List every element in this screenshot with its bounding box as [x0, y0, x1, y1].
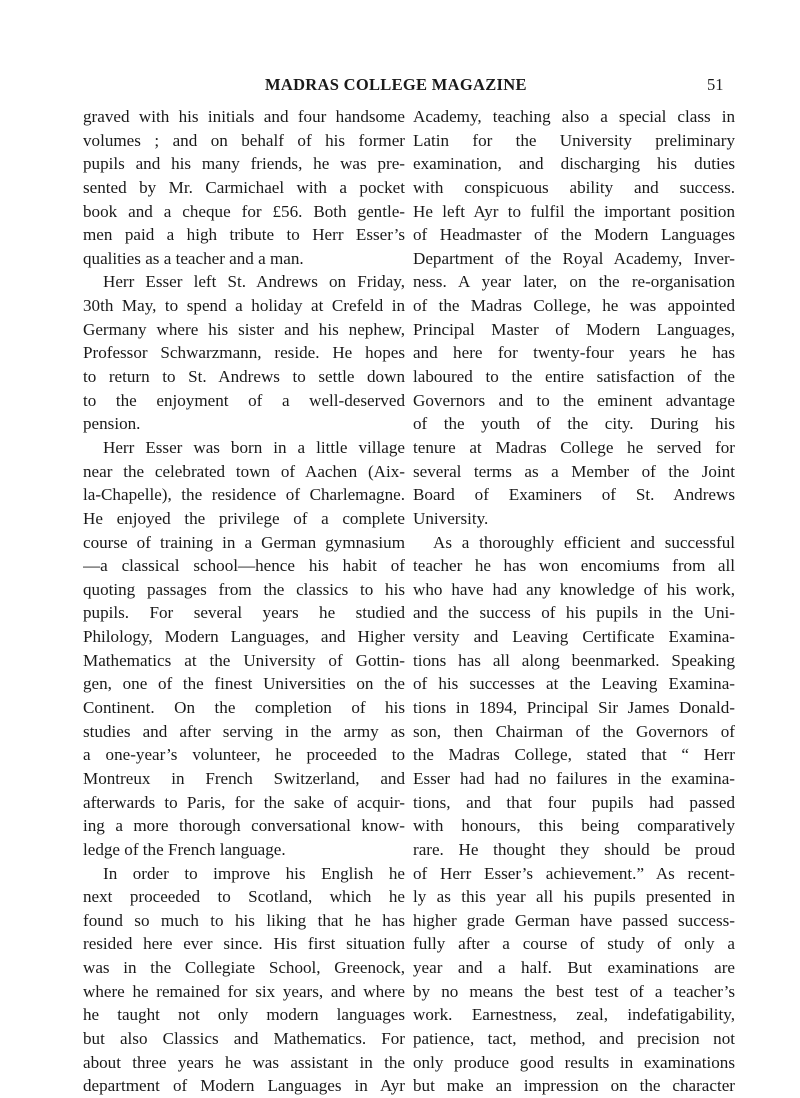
text-line: studies and after serving in the army as	[83, 721, 405, 741]
text-line: Herr Esser left St. Andrews on Friday,	[103, 272, 405, 292]
text-line: higher grade German have passed success-	[413, 910, 735, 930]
text-line: laboured to the entire satisfaction of the	[413, 367, 735, 387]
text-line: tions in 1894, Principal Sir James Donald-	[413, 698, 735, 718]
text-line: several terms as a Member of the Joint	[413, 461, 735, 481]
text-line: with conspicuous ability and success.	[413, 177, 735, 197]
text-line: 30th May, to spend a holiday at Crefeld in	[83, 296, 405, 316]
running-header	[0, 75, 800, 99]
text-line: ledge of the French language.	[83, 839, 286, 859]
text-line: volumes ; and on behalf of his former	[83, 130, 405, 150]
text-line: Department of the Royal Academy, Inver-	[413, 248, 735, 268]
text-line: to the enjoyment of a well-deserved	[83, 390, 405, 410]
text-line: a one-year’s volunteer, he proceeded to	[83, 745, 405, 765]
text-line: where he remained for six years, and where	[83, 981, 405, 1001]
text-line: by no means the best test of a teacher’s	[413, 981, 735, 1001]
text-line: with honours, this being comparatively	[413, 816, 735, 836]
text-line: sented by Mr. Carmichael with a pocket	[83, 177, 405, 197]
text-line: graved with his initials and four handsome	[83, 107, 405, 126]
page-number: 51	[707, 75, 724, 94]
text-line: course of training in a German gymnasium	[83, 532, 405, 552]
text-line: Principal Master of Modern Languages,	[413, 319, 735, 339]
text-line: la-Chapelle), the residence of Charlemagne.	[83, 485, 405, 505]
text-line: Herr Esser was born in a little village	[103, 437, 405, 457]
text-line: about three years he was assistant in the	[83, 1052, 405, 1072]
text-line: tenure at Madras College he served for	[413, 437, 735, 457]
text-line: pupils. For several years he studied	[83, 603, 405, 623]
text-line: only produce good results in examinations	[413, 1052, 735, 1072]
running-title: MADRAS COLLEGE MAGAZINE	[265, 75, 527, 94]
text-line: Academy, teaching also a special class in	[413, 107, 735, 126]
text-line: ly as this year all his pupils presented in	[413, 887, 735, 907]
text-line: In order to improve his English he	[103, 863, 405, 883]
text-line: of the Madras College, he was appointed	[413, 296, 735, 316]
text-line: University.	[413, 508, 489, 528]
text-line: but also Classics and Mathematics. For	[83, 1028, 405, 1048]
text-line: and the success of his pupils in the Uni-	[413, 603, 735, 623]
text-line: book and a cheque for £56. Both gentle-	[83, 201, 405, 221]
text-line: Montreux in French Switzerland, and	[83, 768, 405, 788]
text-line: pension.	[83, 414, 141, 434]
text-line: and here for twenty-four years he has	[413, 343, 735, 363]
text-line: but make an impression on the character	[413, 1076, 735, 1096]
text-line: Latin for the University preliminary	[413, 130, 735, 150]
text-line: Governors and to the eminent advantage	[413, 390, 735, 410]
text-line: to return to St. Andrews to settle down	[83, 367, 405, 387]
text-line: afterwards to Paris, for the sake of acquir-	[83, 792, 405, 812]
text-line: was in the Collegiate School, Greenock,	[83, 958, 405, 978]
text-line: rare. He thought they should be proud	[413, 839, 735, 859]
text-line: year and a half. But examinations are	[413, 958, 735, 978]
text-line: work. Earnestness, zeal, indefatigability,	[413, 1005, 735, 1025]
text-line: Esser had had no failures in the examina-	[413, 768, 735, 788]
text-line: next proceeded to Scotland, which he	[83, 887, 405, 907]
text-line: fully after a course of study of only a	[413, 934, 735, 954]
text-line: quoting passages from the classics to his	[83, 579, 405, 599]
text-line: Philology, Modern Languages, and Higher	[83, 627, 405, 647]
left-column	[83, 105, 405, 1098]
text-line: who have had any knowledge of his work,	[413, 579, 735, 599]
text-line: teacher he has won encomiums from all	[413, 556, 735, 576]
text-line: As a thoroughly efficient and successful	[433, 532, 735, 552]
text-line: ing a more thorough conversational know-	[83, 816, 405, 836]
text-line: of Headmaster of the Modern Languages	[413, 225, 735, 245]
text-line: of the youth of the city. During his	[413, 414, 735, 434]
text-line: of Herr Esser’s achievement.” As recent-	[413, 863, 735, 883]
text-line: versity and Leaving Certificate Examina-	[413, 627, 735, 647]
text-line: examination, and discharging his duties	[413, 154, 735, 174]
text-line: department of Modern Languages in Ayr	[83, 1076, 405, 1096]
text-line: patience, tact, method, and precision not	[413, 1028, 735, 1048]
text-line: —a classical school—hence his habit of	[83, 556, 405, 576]
text-line: qualities as a teacher and a man.	[83, 248, 304, 268]
text-line: tions has all along beenmarked. Speaking	[413, 650, 735, 670]
text-line: near the celebrated town of Aachen (Aix-	[83, 461, 405, 481]
right-column	[413, 105, 735, 1098]
text-line: ness. A year later, on the re-organisation	[413, 272, 735, 292]
text-line: the Madras College, stated that “ Herr	[413, 745, 735, 765]
text-line: tions, and that four pupils had passed	[413, 792, 735, 812]
text-line: of his successes at the Leaving Examina-	[413, 674, 735, 694]
text-line: He enjoyed the privilege of a complete	[83, 508, 405, 528]
text-line: gen, one of the finest Universities on the	[83, 674, 405, 694]
text-line: Professor Schwarzmann, reside. He hopes	[83, 343, 405, 363]
text-line: found so much to his liking that he has	[83, 910, 405, 930]
text-line: Board of Examiners of St. Andrews	[413, 485, 735, 505]
text-line: Continent. On the completion of his	[83, 698, 405, 718]
text-line: he taught not only modern languages	[83, 1005, 405, 1025]
text-line: pupils and his many friends, he was pre-	[83, 154, 405, 174]
text-line: Mathematics at the University of Gottin-	[83, 650, 405, 670]
text-line: resided here ever since. His first situation	[83, 934, 405, 954]
text-line: He left Ayr to fulfil the important position	[413, 201, 735, 221]
text-line: men paid a high tribute to Herr Esser’s	[83, 225, 405, 245]
text-line: son, then Chairman of the Governors of	[413, 721, 735, 741]
text-line: Germany where his sister and his nephew,	[83, 319, 405, 339]
